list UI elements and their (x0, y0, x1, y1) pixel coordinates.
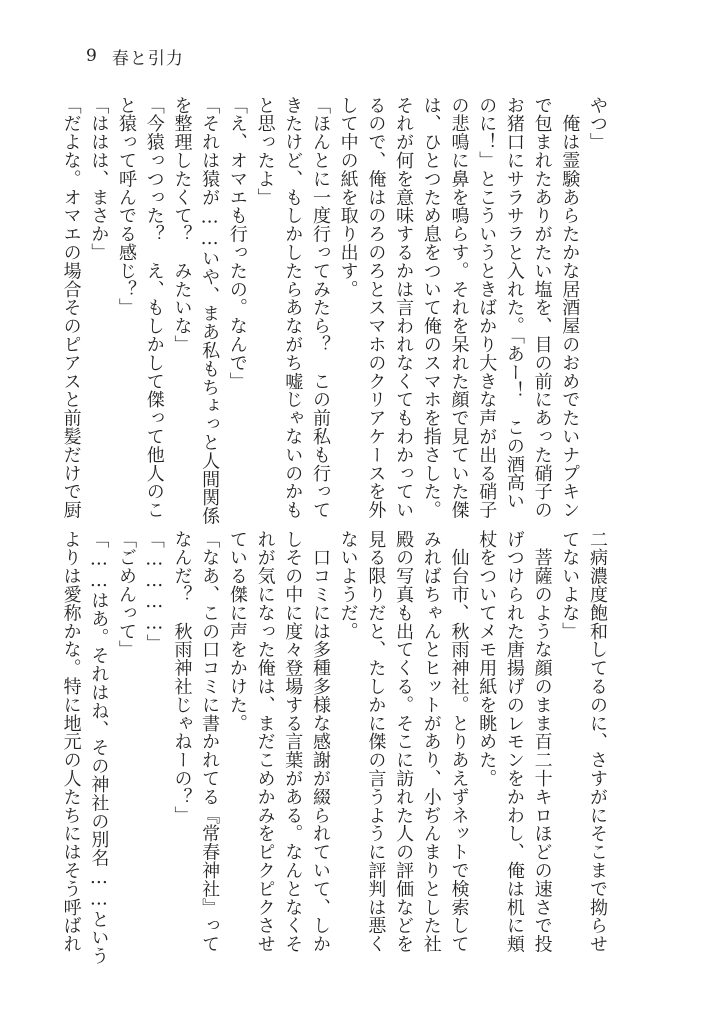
text-line: よりは愛称かな。特に地元の人たちにはそう呼ばれ (60, 530, 82, 954)
text-line: は、ひとつため息をついて俺のスマホを指さした。 (420, 96, 442, 520)
text-line: して中の紙を取り出す。 (337, 96, 359, 299)
text-line: なんだ？ 秋雨神社じゃねーの？」 (171, 530, 193, 825)
text-line: 菩薩のような顔のまま百二十キロほどの速さで投 (531, 530, 553, 954)
text-line: 「なあ、この口コミに書かれてる『常春神社』って (199, 530, 221, 954)
text-line: を整理したくて？ みたいな」 (171, 96, 193, 354)
text-line: 仙台市、秋雨神社。とりあえずネットで検索して (448, 530, 470, 954)
text-line: 「ごめんって」 (116, 530, 138, 659)
text-line: 「……はあ。それはね、その神社の別名……という (88, 530, 110, 966)
text-line: やつ」 (587, 96, 608, 152)
text-line: と思ったよ」 (254, 96, 276, 207)
text-line: みればちゃんとヒットがあり、小ぢんまりとした社 (420, 530, 442, 954)
text-line: 「ははは、まさか」 (88, 96, 110, 262)
text-line: ている傑に声をかけた。 (226, 530, 248, 733)
text-line: れが気になった俺は、まだこめかみをピクピクさせ (254, 530, 276, 954)
text-line: 「ほんとに一度行ってみたら？ この前私も行って (309, 96, 331, 520)
text-line: それが何を意味するかは言われなくてもわかってい (393, 96, 415, 520)
text-line: 「それは猿が……いや、まあ私もちょっと人間関係 (199, 96, 221, 526)
text-line: と猿って呼んでる感じ？」 (116, 96, 138, 317)
text-line: 二病濃度飽和してるのに、さすがにそこまで拗らせ (587, 530, 608, 954)
text-line: しその中に度々登場する言葉がある。なんとなくそ (282, 530, 304, 954)
text-line: 「…………」 (143, 530, 165, 653)
text-line: 「え、オマエも行ったの。なんで」 (226, 96, 248, 391)
text-line: 殿の写真も出てくる。そこに訪れた人の評価などを (393, 530, 415, 954)
text-block-top (60, 96, 611, 526)
text-line: 俺は霊験あらたかな居酒屋のおめでたいナプキン (559, 96, 581, 520)
text-line: るので、俺はのろのろとスマホのクリアケースを外 (365, 96, 387, 520)
text-line: 口コミには多種多様な感謝が綴られていて、しか (309, 530, 331, 954)
text-line: 見る限りだと、たしかに傑の言うように評判は悪く (365, 530, 387, 954)
text-line: ないようだ。 (337, 530, 359, 641)
text-line: きたけど、もしかしたらあながち嘘じゃないのかも (282, 96, 304, 520)
text-block-bottom (60, 530, 611, 966)
text-line: お猪口にサラサラと入れた。「あー！ この酒高い (503, 96, 525, 511)
page-number: 9 (86, 46, 98, 66)
text-line: げつけられた唐揚げのレモンをかわし、俺は机に頬 (503, 530, 525, 954)
text-line: てないよな」 (559, 530, 581, 641)
chapter-title: 春と引力 (111, 48, 184, 69)
text-line: 「だよな。オマエの場合そのピアスと前髪だけで厨 (60, 96, 82, 520)
text-line: のに！」とこういうときばかり大きな声が出る硝子 (476, 96, 498, 520)
text-line: の悲鳴に鼻を鳴らす。それを呆れた顔で見ていた傑 (448, 96, 470, 520)
text-line: で包まれたありがたい塩を、目の前にあった硝子の (531, 96, 553, 520)
text-line: 「今猿っつった？ え、もしかして傑って他人のこ (143, 96, 165, 520)
page-header (86, 44, 184, 68)
text-line: 杖をついてメモ用紙を眺めた。 (476, 530, 498, 788)
